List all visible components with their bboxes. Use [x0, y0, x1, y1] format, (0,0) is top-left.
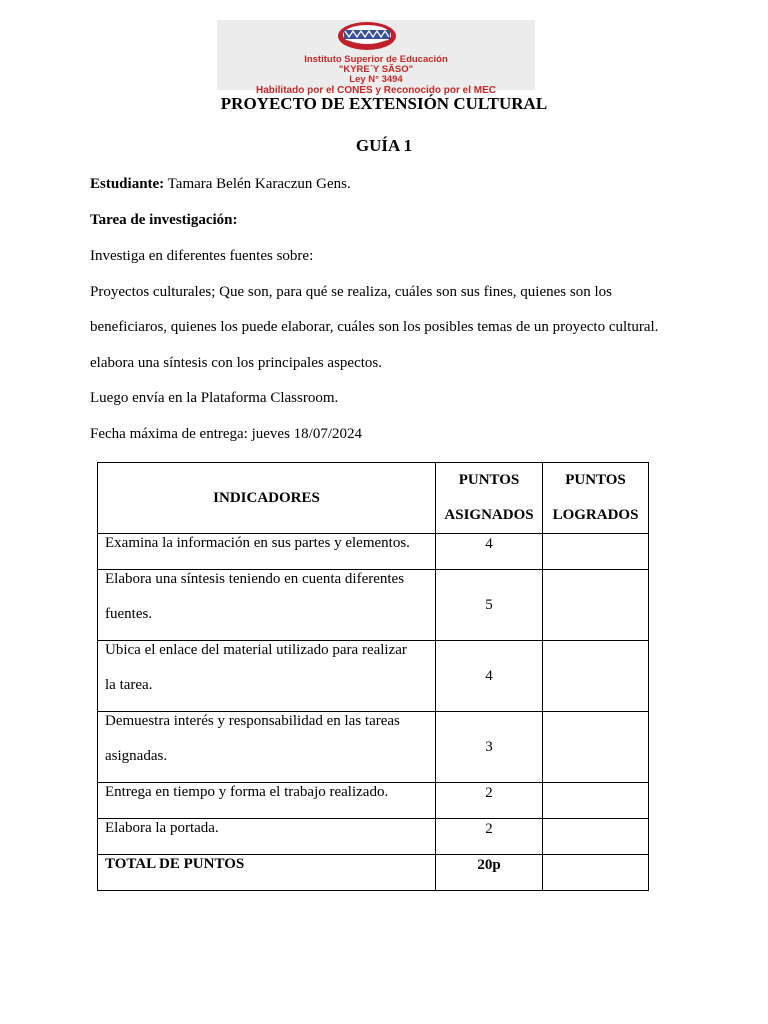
- rubric-table: [97, 462, 649, 891]
- header-assigned-line2: ASIGNADOS: [444, 507, 534, 523]
- achieved-points-cell: [543, 570, 649, 641]
- paragraph-topics-line1: Proyectos culturales; Que son, para qué se realiza, cuáles son sus fines, quienes son los: [90, 284, 612, 300]
- achieved-points-cell: [543, 712, 649, 783]
- guide-title: GUÍA 1: [355, 136, 413, 155]
- total-points-cell: 20p: [436, 855, 543, 891]
- paragraph-submit: Luego envía en la Plataforma Classroom.: [90, 390, 339, 406]
- total-label-cell: [98, 855, 436, 891]
- indicator-text: Demuestra interés y responsabilidad en las tareas: [105, 713, 400, 729]
- indicator-text-continued: asignadas.: [105, 748, 168, 764]
- logo-institute-name: Instituto Superior de Educación: [304, 54, 448, 65]
- achieved-points-cell: [543, 819, 649, 855]
- indicator-text: Examina la información en sus partes y elementos.: [105, 535, 410, 551]
- header-achieved-line2: LOGRADOS: [552, 507, 639, 523]
- table-row: [98, 712, 649, 783]
- header-indicators: INDICADORES: [98, 463, 436, 534]
- student-label: Estudiante:: [90, 176, 165, 192]
- table-row: [98, 570, 649, 641]
- table-row: [98, 641, 649, 712]
- indicator-text: Elabora una síntesis teniendo en cuenta diferentes: [105, 571, 405, 587]
- indicator-text: Entrega en tiempo y forma el trabajo realizado.: [105, 784, 389, 800]
- indicator-cell: [98, 641, 436, 712]
- task-label-text: Tarea de investigación:: [90, 212, 238, 228]
- task-label: [90, 212, 238, 229]
- indicator-text: Ubica el enlace del material utilizado para realizar: [105, 642, 407, 658]
- total-achieved-cell: [543, 855, 649, 891]
- assigned-points-cell: 4: [436, 534, 543, 570]
- indicator-cell: [98, 712, 436, 783]
- paragraph-topics-line2: beneficiaros, quienes los puede elaborar, cuáles son los posibles temas de un proyecto cultural.: [90, 319, 659, 335]
- indicator-text-continued: fuentes.: [105, 606, 153, 622]
- table-header-row: [98, 463, 649, 534]
- student-name: Tamara Belén Karaczun Gens.: [164, 176, 351, 192]
- table-total-row: [98, 855, 649, 891]
- assigned-points-cell: 2: [436, 783, 543, 819]
- indicator-text: Elabora la portada.: [105, 820, 219, 836]
- assigned-points-cell: 4: [436, 641, 543, 712]
- student-line: [90, 176, 351, 193]
- achieved-points-cell: [543, 783, 649, 819]
- paragraph-synthesis: elabora una síntesis con los principales aspectos.: [90, 355, 383, 371]
- assigned-points-cell: 5: [436, 570, 543, 641]
- header-achieved-line1: PUNTOS: [565, 472, 626, 488]
- institute-logo-banner: [217, 20, 535, 96]
- document-title: PROYECTO DE EXTENSIÓN CULTURAL: [220, 94, 548, 113]
- paragraph-deadline: Fecha máxima de entrega: jueves 18/07/2024: [90, 426, 362, 442]
- assigned-points-cell: 3: [436, 712, 543, 783]
- indicator-cell: [98, 570, 436, 641]
- header-achieved-points: [543, 463, 649, 534]
- logo-accreditation: Habilitado por el CONES y Reconocido por el MEC: [255, 85, 497, 96]
- header-assigned-points: [436, 463, 543, 534]
- logo-law-number: Ley N° 3494: [349, 74, 403, 85]
- header-assigned-line1: PUNTOS: [458, 472, 520, 488]
- paragraph-instruction: Investiga en diferentes fuentes sobre:: [90, 248, 314, 264]
- logo-institute-motto: "KYRE´Y SÃSO": [338, 64, 414, 75]
- total-label: TOTAL DE PUNTOS: [105, 856, 245, 872]
- achieved-points-cell: [543, 534, 649, 570]
- achieved-points-cell: [543, 641, 649, 712]
- indicator-text-continued: la tarea.: [105, 677, 153, 693]
- assigned-points-cell: 2: [436, 819, 543, 855]
